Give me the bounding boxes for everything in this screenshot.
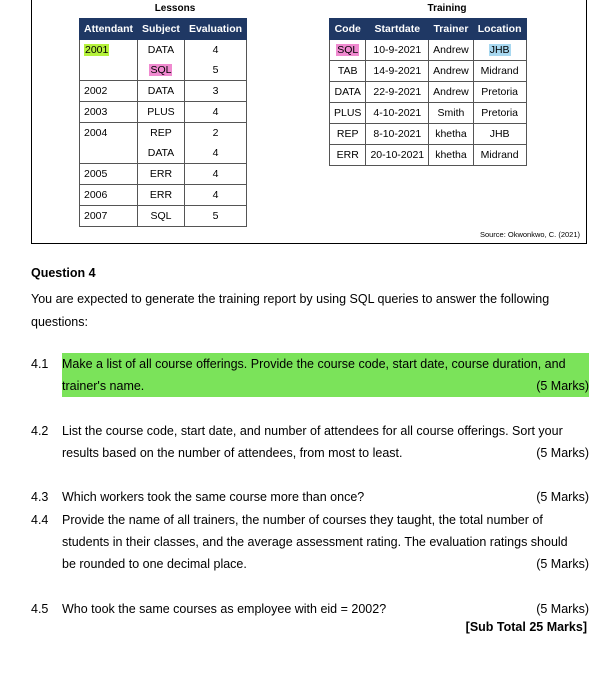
- lessons-table: [79, 18, 247, 227]
- subject-cell: DATA: [138, 143, 185, 164]
- subject-cell: REP: [138, 123, 185, 144]
- code-value: SQL: [337, 44, 359, 56]
- attendant-cell: [80, 143, 138, 164]
- item-line: [62, 509, 589, 531]
- item-number: 4.2: [31, 424, 49, 438]
- item-marks: (5 Marks): [536, 490, 589, 504]
- item-line: [62, 375, 589, 397]
- lessons-header-attendant: Attendant: [80, 19, 138, 40]
- table-row: [330, 124, 527, 145]
- evaluation-cell: 5: [184, 206, 246, 227]
- table-row: [330, 82, 527, 103]
- source-citation: Source: Okwonkwo, C. (2021): [479, 230, 580, 239]
- subject-cell: DATA: [138, 40, 185, 61]
- item-marks: (5 Marks): [536, 446, 589, 460]
- startdate-cell: 8-10-2021: [366, 124, 429, 145]
- subject-cell: SQL: [138, 206, 185, 227]
- training-table: [329, 18, 527, 166]
- item-line: [62, 486, 589, 508]
- subject-cell: PLUS: [138, 102, 185, 123]
- training-header-row: [330, 19, 527, 40]
- attendant-cell: 2006: [80, 185, 138, 206]
- startdate-cell: 22-9-2021: [366, 82, 429, 103]
- item-text: students in their classes, and the average assessment rating. The evaluation ratings should: [62, 535, 568, 549]
- code-cell: ERR: [330, 145, 366, 166]
- evaluation-cell: 4: [184, 185, 246, 206]
- item-text: Which workers took the same course more than once?: [62, 490, 365, 504]
- subject-cell: ERR: [138, 185, 185, 206]
- table-row: [330, 145, 527, 166]
- evaluation-cell: 4: [184, 143, 246, 164]
- table-row: [330, 103, 527, 124]
- startdate-cell: 20-10-2021: [366, 145, 429, 166]
- item-number: 4.3: [31, 490, 49, 504]
- subject-cell: ERR: [138, 164, 185, 185]
- item-body: [62, 486, 589, 508]
- table-row: [330, 61, 527, 82]
- table-row: [80, 102, 247, 123]
- subject-value: SQL: [150, 64, 172, 76]
- attendant-cell: 2007: [80, 206, 138, 227]
- table-row: [80, 60, 247, 81]
- item-text: trainer's name.: [62, 379, 145, 393]
- item-marks: (5 Marks): [536, 557, 589, 571]
- table-row: [80, 185, 247, 206]
- table-row: [80, 40, 247, 61]
- question-item-4-2: [31, 420, 589, 464]
- trainer-cell: Andrew: [429, 40, 474, 61]
- item-body: [62, 353, 589, 397]
- evaluation-cell: 4: [184, 102, 246, 123]
- startdate-cell: 10-9-2021: [366, 40, 429, 61]
- item-marks: (5 Marks): [536, 602, 589, 616]
- trainer-cell: Andrew: [429, 61, 474, 82]
- item-text: results based on the number of attendees, from most to least.: [62, 446, 403, 460]
- location-cell: [473, 40, 526, 61]
- item-line: [62, 353, 589, 375]
- item-text: Who took the same courses as employee with eid = 2002?: [62, 602, 387, 616]
- subject-cell: DATA: [138, 81, 185, 102]
- lessons-header-evaluation: Evaluation: [184, 19, 246, 40]
- item-text: List the course code, start date, and number of attendees for all course offerings. Sort your: [62, 424, 563, 438]
- evaluation-cell: 3: [184, 81, 246, 102]
- evaluation-cell: 2: [184, 123, 246, 144]
- question-item-4-3: [31, 486, 589, 508]
- startdate-cell: 4-10-2021: [366, 103, 429, 124]
- location-cell: Midrand: [473, 61, 526, 82]
- attendant-cell: 2005: [80, 164, 138, 185]
- location-cell: Pretoria: [473, 103, 526, 124]
- location-value: JHB: [489, 44, 510, 56]
- attendant-cell: [80, 40, 138, 61]
- training-header-location: Location: [473, 19, 526, 40]
- attendant-cell: 2002: [80, 81, 138, 102]
- item-number: 4.1: [31, 357, 49, 371]
- code-cell: PLUS: [330, 103, 366, 124]
- item-line: [62, 598, 589, 620]
- table-row: [80, 81, 247, 102]
- training-title: Training: [427, 3, 467, 14]
- training-header-startdate: Startdate: [366, 19, 429, 40]
- item-number: 4.5: [31, 602, 49, 616]
- training-header-code: Code: [330, 19, 366, 40]
- item-text: Provide the name of all trainers, the number of courses they taught, the total number of: [62, 513, 543, 527]
- evaluation-cell: 4: [184, 40, 246, 61]
- item-body: [62, 420, 589, 464]
- trainer-cell: Andrew: [429, 82, 474, 103]
- attendant-cell: 2003: [80, 102, 138, 123]
- location-cell: JHB: [473, 124, 526, 145]
- table-row: [80, 206, 247, 227]
- lessons-title: Lessons: [154, 3, 196, 14]
- question-item-4-1: [31, 353, 589, 397]
- lessons-header-row: [80, 19, 247, 40]
- item-body: [62, 509, 589, 575]
- code-cell: DATA: [330, 82, 366, 103]
- item-line: [62, 420, 589, 442]
- trainer-cell: khetha: [429, 145, 474, 166]
- subtotal-marks: [Sub Total 25 Marks]: [465, 620, 587, 634]
- attendant-cell: [80, 60, 138, 81]
- item-line: [62, 553, 589, 575]
- item-text: Make a list of all course offerings. Provide the course code, start date, course duration, and: [62, 357, 566, 371]
- evaluation-cell: 5: [184, 60, 246, 81]
- location-cell: Midrand: [473, 145, 526, 166]
- code-cell: REP: [330, 124, 366, 145]
- attendant-cell: 2004: [80, 123, 138, 144]
- code-cell: TAB: [330, 61, 366, 82]
- item-number: 4.4: [31, 513, 49, 527]
- evaluation-cell: 4: [184, 164, 246, 185]
- table-row: [330, 40, 527, 61]
- table-row: [80, 164, 247, 185]
- training-header-trainer: Trainer: [429, 19, 474, 40]
- table-row: [80, 123, 247, 144]
- item-text: be rounded to one decimal place.: [62, 557, 247, 571]
- location-cell: Pretoria: [473, 82, 526, 103]
- question-heading: Question 4: [31, 266, 96, 280]
- question-item-4-4: [31, 509, 589, 575]
- item-body: [62, 598, 589, 620]
- startdate-cell: 14-9-2021: [366, 61, 429, 82]
- lessons-header-subject: Subject: [138, 19, 185, 40]
- question-item-4-5: [31, 598, 589, 620]
- trainer-cell: Smith: [429, 103, 474, 124]
- figure-box: [31, 0, 587, 244]
- trainer-cell: khetha: [429, 124, 474, 145]
- question-intro: You are expected to generate the training report by using SQL queries to answer the following questions:: [31, 292, 550, 329]
- item-line: [62, 442, 589, 464]
- item-line: [62, 531, 589, 553]
- subject-cell: [138, 60, 185, 81]
- attendant-value: 2001: [85, 44, 109, 56]
- code-cell: [330, 40, 366, 61]
- table-row: [80, 143, 247, 164]
- item-marks: (5 Marks): [536, 379, 589, 393]
